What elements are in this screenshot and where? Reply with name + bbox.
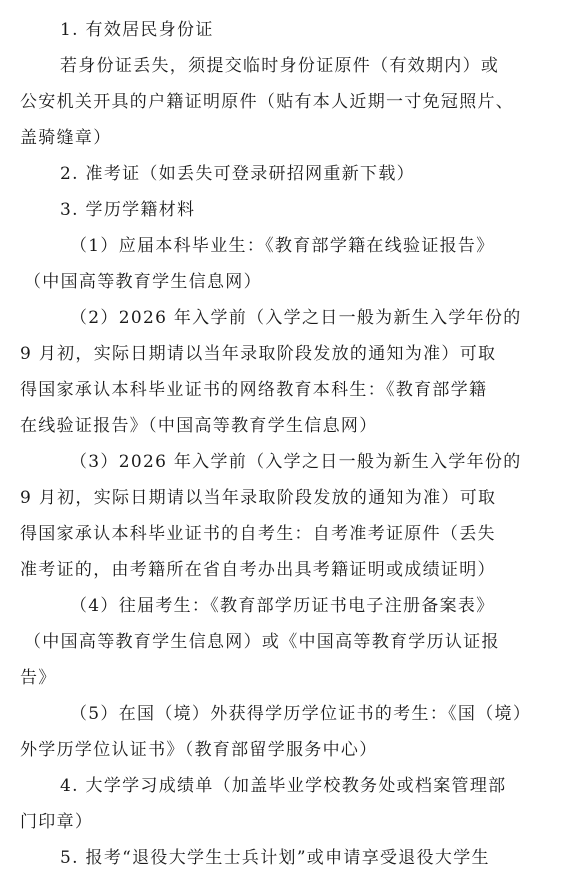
item-2-heading: 2. 准考证（如丢失可登录研招网重新下载） (60, 164, 415, 184)
sub-2-line-1: （2）2026 年入学前（入学之日一般为新生入学年份的 (70, 308, 522, 328)
sub-1-line-1: （1）应届本科毕业生：《教育部学籍在线验证报告》 (70, 236, 495, 256)
sub-3-line-4: 准考证的，由考籍所在省自考办出具考籍证明或成绩证明） (20, 560, 496, 580)
sub-3-line-3: 得国家承认本科毕业证书的自考生：自考准考证原件（丢失 (20, 524, 496, 544)
sub-3-line-1: （3）2026 年入学前（入学之日一般为新生入学年份的 (70, 452, 522, 472)
sub-4-line-2: （中国高等教育学生信息网）或《中国高等教育学历认证报 (24, 632, 500, 652)
item-1-text-line-2: 公安机关开具的户籍证明原件（贴有本人近期一寸免冠照片、 (20, 92, 515, 112)
sub-3-line-2: 9 月初，实际日期请以当年录取阶段发放的通知为准）可取 (20, 488, 497, 508)
item-4-line-1: 4. 大学学习成绩单（加盖毕业学校教务处或档案管理部 (60, 776, 507, 796)
sub-2-line-4: 在线验证报告》（中国高等教育学生信息网） (20, 416, 378, 436)
sub-5-line-2: 外学历学位认证书》（教育部留学服务中心） (20, 740, 378, 760)
sub-2-line-3: 得国家承认本科毕业证书的网络教育本科生：《教育部学籍 (20, 380, 488, 400)
sub-4-line-1: （4）往届考生：《教育部学历证书电子注册备案表》 (70, 596, 495, 616)
sub-4-line-3: 告》 (20, 668, 57, 688)
item-1-text-line-1: 若身份证丢失，须提交临时身份证原件（有效期内）或 (60, 56, 500, 76)
item-4-line-2: 门印章） (20, 812, 94, 832)
item-1-text-line-3: 盖骑缝章） (20, 128, 112, 148)
sub-1-line-2: （中国高等教育学生信息网） (24, 272, 262, 292)
item-1-heading: 1. 有效居民身份证 (60, 20, 214, 40)
item-5-line-1: 5. 报考“退役大学生士兵计划”或申请享受退役大学生 (60, 848, 490, 868)
sub-2-line-2: 9 月初，实际日期请以当年录取阶段发放的通知为准）可取 (20, 344, 497, 364)
sub-5-line-1: （5）在国（境）外获得学历学位证书的考生：《国（境） (70, 704, 532, 724)
item-3-heading: 3. 学历学籍材料 (60, 200, 196, 220)
